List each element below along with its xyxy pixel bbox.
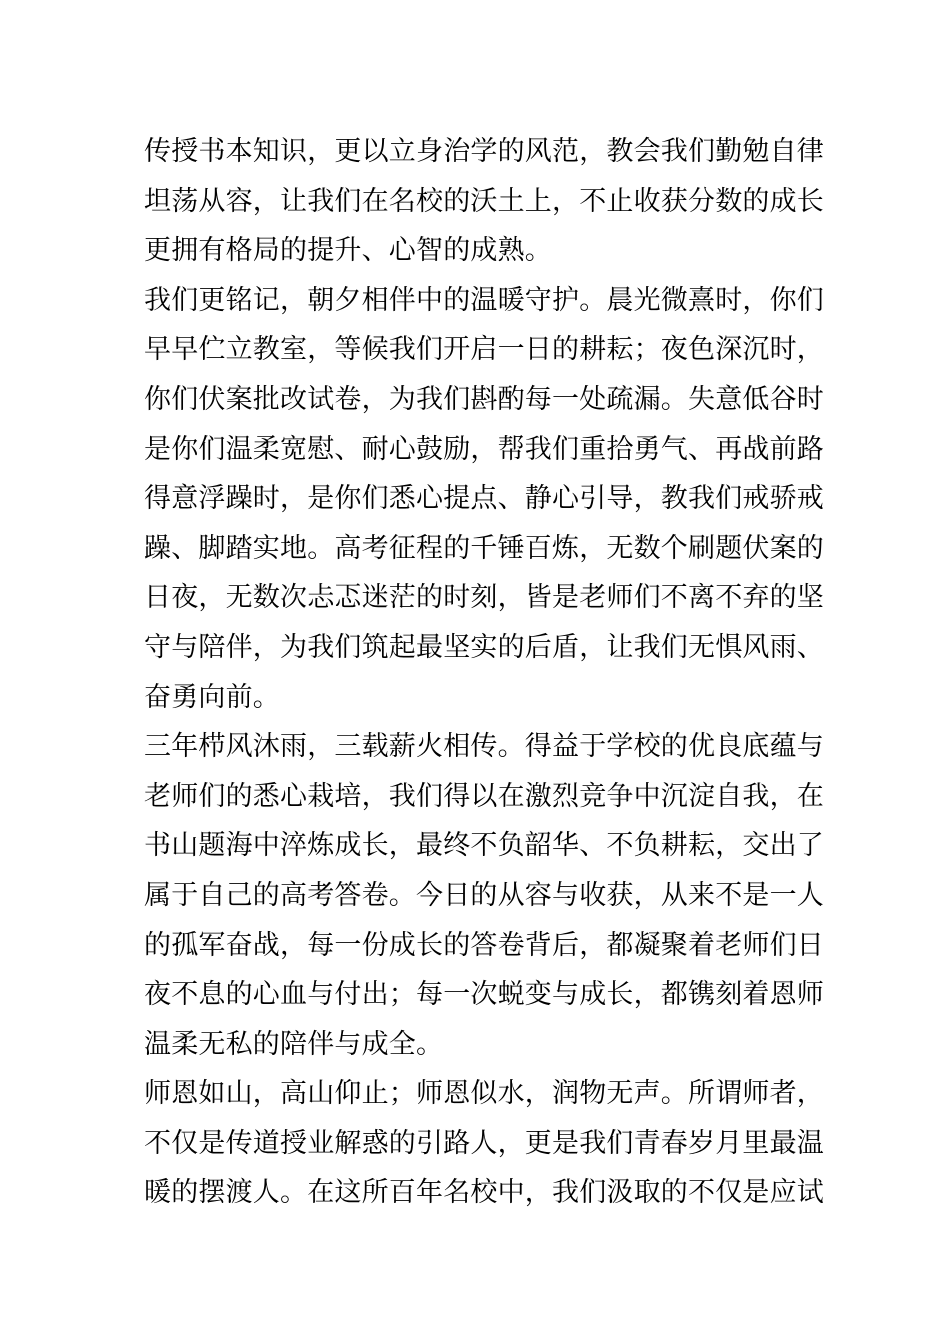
text-line: 不仅是传道授业解惑的引路人，更是我们青春岁月里最温	[144, 1127, 824, 1159]
text-line: 属于自己的高考答卷。今日的从容与收获，从来不是一人	[144, 879, 824, 911]
text-line: 早早伫立教室，等候我们开启一日的耕耘；夜色深沉时，	[144, 334, 824, 366]
text-line: 你们伏案批改试卷，为我们斟酌每一处疏漏。失意低谷时	[144, 383, 824, 415]
text-line: 夜不息的心血与付出；每一次蜕变与成长，都镌刻着恩师	[144, 979, 824, 1011]
text-line: 是你们温柔宽慰、耐心鼓励，帮我们重拾勇气、再战前路	[144, 433, 824, 465]
text-line: 传授书本知识，更以立身治学的风范，教会我们勤勉自律	[144, 136, 824, 167]
text-line: 温柔无私的陪伴与成全。	[144, 1028, 444, 1060]
text-line: 坦荡从容，让我们在名校的沃土上，不止收获分数的成长	[144, 185, 824, 217]
text-line: 守与陪伴，为我们筑起最坚实的后盾，让我们无惧风雨、	[144, 631, 824, 663]
text-line: 奋勇向前。	[144, 681, 280, 713]
text-line: 得意浮躁时，是你们悉心提点、静心引导，教我们戒骄戒	[144, 483, 824, 515]
text-line: 日夜，无数次忐忑迷茫的时刻，皆是老师们不离不弃的坚	[144, 582, 824, 614]
text-line: 的孤军奋战，每一份成长的答卷背后，都凝聚着老师们日	[144, 929, 824, 961]
text-line: 师恩如山，高山仰止；师恩似水，润物无声。所谓师者，	[144, 1078, 824, 1110]
text-line: 我们更铭记，朝夕相伴中的温暖守护。晨光微熹时，你们	[144, 284, 824, 316]
text-line: 书山题海中淬炼成长，最终不负韶华、不负耕耘，交出了	[144, 830, 824, 862]
body-text	[144, 127, 824, 1218]
text-line: 暖的摆渡人。在这所百年名校中，我们汲取的不仅是应试	[144, 1177, 824, 1209]
text-line: 老师们的悉心栽培，我们得以在激烈竞争中沉淀自我，在	[144, 780, 824, 812]
text-line: 更拥有格局的提升、心智的成熟。	[144, 235, 552, 267]
text-line: 三年栉风沐雨，三载薪火相传。得益于学校的优良底蕴与	[144, 731, 824, 763]
text-line: 躁、脚踏实地。高考征程的千锤百炼，无数个刷题伏案的	[144, 532, 824, 564]
